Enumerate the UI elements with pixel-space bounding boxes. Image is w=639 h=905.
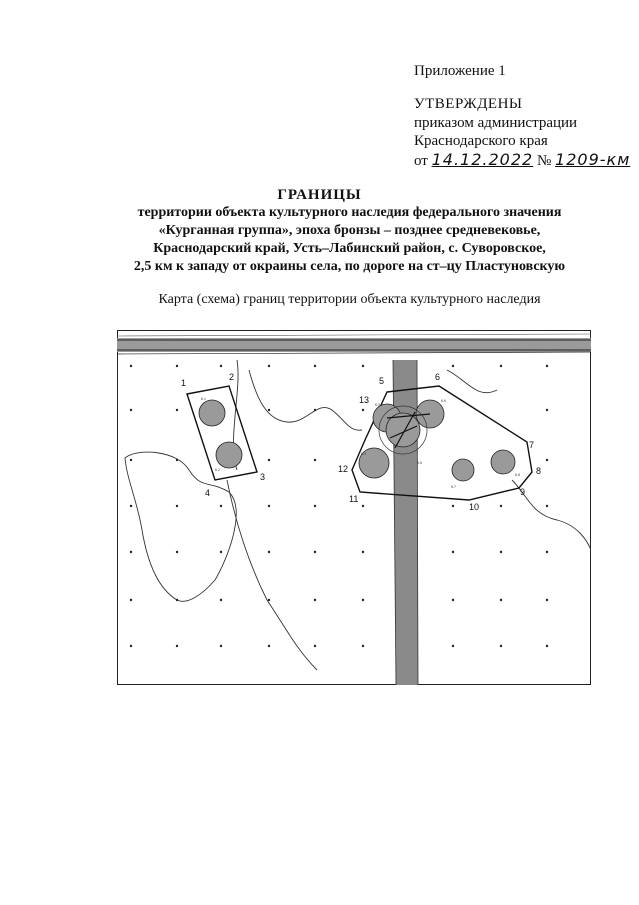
- mound-label-k8: К.8: [515, 473, 520, 477]
- point-4: 4: [205, 488, 211, 498]
- point-13: 13: [359, 395, 370, 405]
- mound-label-k2: К.2: [215, 468, 220, 472]
- left-boundary: [181, 372, 265, 498]
- contour-lines: [117, 360, 591, 670]
- order-line-1: приказом администрации: [414, 115, 578, 131]
- point-9: 9: [520, 487, 526, 497]
- mound-label-k7: К.7: [451, 485, 456, 489]
- mound-label-k4: К.4: [361, 452, 366, 456]
- appendix-label: Приложение 1: [414, 63, 506, 79]
- order-line-2: Краснодарского края: [414, 133, 548, 149]
- subtitle-line: Краснодарский край, Усть–Лабинский район, с. Суворовское,: [153, 241, 546, 256]
- map-frame: [118, 331, 591, 685]
- date-prefix: от: [414, 153, 428, 169]
- approved-label: УТВЕРЖДЕНЫ: [414, 96, 523, 112]
- elevation-marks: [130, 365, 548, 647]
- point-3: 3: [260, 472, 266, 482]
- point-11: 11: [349, 494, 359, 504]
- point-1: 1: [181, 378, 187, 388]
- point-12: 12: [338, 464, 349, 474]
- mound-k8: [491, 450, 515, 474]
- point-6: 6: [435, 372, 441, 382]
- document-title: ГРАНИЦЫ: [277, 187, 362, 203]
- mound-label-k1: К.1: [201, 397, 206, 401]
- point-2: 2: [229, 372, 235, 382]
- number-sign: №: [536, 153, 552, 169]
- point-5: 5: [379, 376, 385, 386]
- mound-label-k6: К.6: [441, 399, 446, 403]
- point-7: 7: [529, 440, 535, 450]
- mound-label-k5: К.5: [417, 461, 422, 465]
- point-8: 8: [536, 466, 542, 476]
- mound-label-k3: К.3: [375, 403, 380, 407]
- subtitle-line: территории объекта культурного наследия федерального значения: [137, 205, 562, 220]
- map-caption: Карта (схема) границ территории объекта культурного наследия: [158, 292, 541, 307]
- order-number: 1209-км: [555, 150, 631, 169]
- top-road: [117, 334, 591, 354]
- right-boundary: [338, 372, 541, 512]
- subtitle-line: «Курганная группа», эпоха бронзы – позднее средневековье,: [158, 223, 541, 238]
- subtitle-line: 2,5 км к западу от окраины села, по дороге на ст–цу Пластуновскую: [133, 259, 566, 274]
- point-10: 10: [469, 502, 480, 512]
- boundary-map: [117, 330, 591, 685]
- order-date: 14.12.2022: [431, 150, 534, 169]
- mound-k1: [199, 400, 225, 426]
- mound-k2: [216, 442, 242, 468]
- mound-k7: [452, 459, 474, 481]
- order-date-line: [414, 150, 634, 174]
